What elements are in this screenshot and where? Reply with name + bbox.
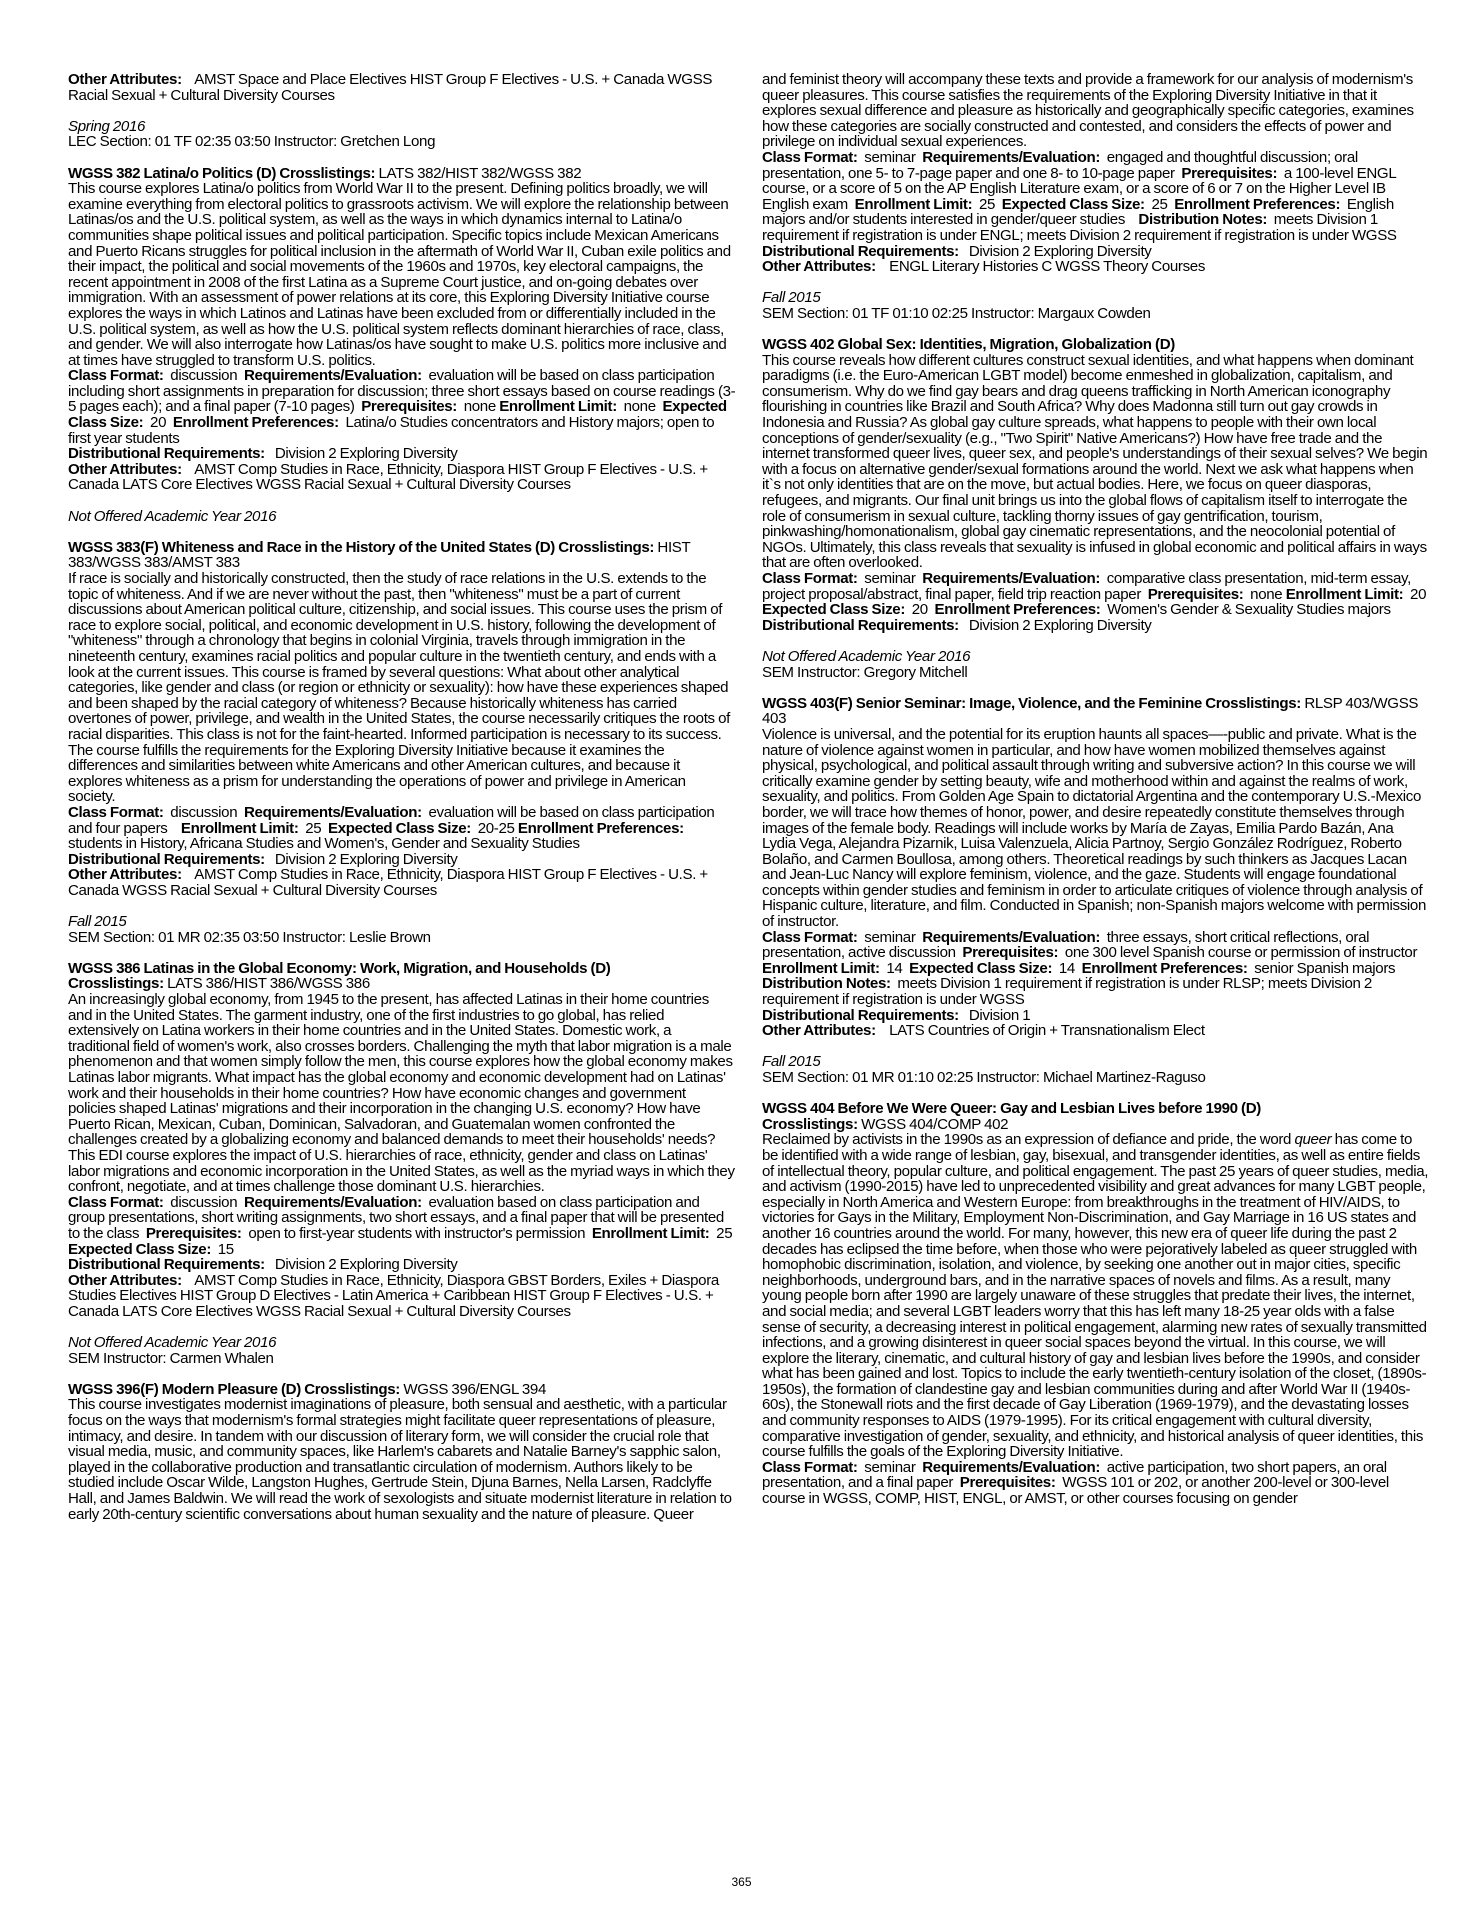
course-title: WGSS 402 Global Sex: Identities, Migration, Globalization (D)	[762, 336, 1175, 354]
course-details: Class Format: seminar Requirements/Evaluation: three essays, short critical reflections, oral presentation, active discussion Prerequisites: one 300 level Spanish course or permission of instructor Enrollment Limit: 14 Expected Class Size: 14 Enrollment Preferences: senior Spanish majors Distribution Notes: meets Division 1 requirement if registration is under RLSP; meets Division 2 requirement if registration is under WGSS	[762, 928, 1418, 1009]
section-info: SEM Section: 01 MR 01:10 02:25 Instructor: Michael Martinez-Raguso	[762, 1069, 1206, 1086]
section-info: SEM Instructor: Gregory Mitchell	[762, 663, 968, 681]
crosslistings: Crosslistings: LATS 386/HIST 386/WGSS 386	[68, 975, 370, 993]
course-wgss-402	[762, 337, 1430, 680]
course-details: Class Format: seminar Requirements/Evaluation: comparative class presentation, mid-term essay, project proposal/abstract, final paper, field trip reaction paper Prerequisites: none Enrollment Limit: 20 Expected Class Size: 20 Enrollment Preferences: Women's Gender & Sexuality Studies majors	[762, 570, 1427, 619]
other-attributes: Other Attributes: AMST Comp Studies in Race, Ethnicity, Diaspora GBST Borders, Exiles + Diaspora Studies Electives HIST Group D Electives - Latin America + Caribbean HIST Group F Electives - U.S. + Canada LATS Core Electives WGSS Racial Sexual + Cultural Diversity Courses	[68, 1271, 719, 1320]
course-wgss-404	[762, 1101, 1430, 1506]
course-description: Violence is universal, and the potential for its eruption haunts all spaces—-public and private. What is the nature of violence against women in particular, and how have women mobilized themselves against physical, psychological, and political assault through writing and subversive action? In this course we will critically examine gender by setting beauty, wife and motherhood within and against the realms of work, sexuality, and politics. From Golden Age Spain to dictatorial Argentina and the contemporary U.S.-Mexico border, we will trace how themes of honor, power, and desire repeatedly constitute themselves through images of the female body. Readings will include works by María de Zayas, Emilia Pardo Bazán, Ana Lydia Vega, Alejandra Pizarnik, Luisa Valenzuela, Alicia Partnoy, Sergio González Rodríguez, Roberto Bolaño, and Carmen Boullosa, among others. Theoretical readings by such thinkers as Jacques Lacan and Jean-Luc Nancy will explore feminism, violence, and the gaze. Students will engage foundational concepts within gender studies and feminism in order to articulate critiques of violence through analysis of Hispanic culture, literature, and film. Conducted in Spanish; non-Spanish majors welcome with permission of instructor.	[762, 725, 1426, 931]
course-details: Class Format: discussion Requirements/Evaluation: evaluation based on class participation and group presentations, short writing assignments, two short essays, and a final paper that will be presented to the class Prerequisites: open to first-year students with instructor's permission Enrollment Limit: 25 Expected Class Size: 15	[68, 1193, 733, 1258]
left-column	[68, 72, 736, 1522]
term-label: Not Offered Academic Year 2016	[68, 507, 277, 525]
term-label: Spring 2016	[68, 117, 146, 135]
term-label: Not Offered Academic Year 2016	[68, 1334, 277, 1352]
course-wgss-383	[68, 540, 736, 945]
page-number: 365	[731, 1875, 752, 1889]
section-info: SEM Instructor: Carmen Whalen	[68, 1349, 274, 1367]
attributes-text: AMST Space and Place Electives HIST Group F Electives - U.S. + Canada WGSS Racial Sexual + Cultural Diversity Courses	[68, 71, 713, 104]
course-wgss-382	[68, 166, 736, 525]
distributional-requirements: Distributional Requirements: Division 1	[762, 1006, 1031, 1024]
course-details: Class Format: discussion Requirements/Evaluation: evaluation will be based on class participation including short assignments in preparation for discussion; three short essays based on course readings (3-5 pages each); and a final paper (7-10 pages) Prerequisites: none Enrollment Limit: none Expected Class Size: 20 Enrollment Preferences: Latina/o Studies concentrators and History majors; open to first year students	[68, 367, 736, 447]
course-description: This course investigates modernist imaginations of pleasure, both sensual and aesthetic, with a particular focus on the ways that modernism's formal strategies might facilitate queer representations of pleasure, intimacy, and desire. In tandem with our discussion of literary form, we will consider the crucial role that visual media, music, and community spaces, like Harlem's cabarets and Natalie Barney's sapphic salon, played in the collaborative production and transatlantic circulation of modernism. Authors likely to be studied include Oscar Wilde, Langston Hughes, Gertrude Stein, Djuna Barnes, Nella Larsen, Radclyffe Hall, and James Baldwin. We will read the work of sexologists and situate modernist literature in relation to early 20th-century scientific conversations about human sexuality and the nature of pleasure. Queer	[68, 1396, 732, 1523]
section-info: SEM Section: 01 MR 02:35 03:50 Instructor: Leslie Brown	[68, 928, 431, 946]
course-wgss-396	[68, 1382, 736, 1522]
other-attributes: Other Attributes: AMST Comp Studies in Race, Ethnicity, Diaspora HIST Group F Electives - U.S. + Canada LATS Core Electives WGSS Racial Sexual + Cultural Diversity Courses	[68, 460, 708, 494]
distributional-requirements: Distributional Requirements: Division 2 Exploring Diversity	[762, 616, 1152, 634]
course-title: WGSS 382 Latina/o Politics (D) Crosslistings:	[68, 164, 376, 182]
course-description: If race is socially and historically constructed, then the study of race relations in the U.S. extends to the topic of whiteness. And if we are never without the past, then "whiteness" must be a part of current discussions about American political culture, citizenship, and social issues. This course uses the prism of race to explore social, political, and economic development in U.S. history, following the development of "whiteness" through a chronology that begins in colonial Virginia, travels through immigration in the nineteenth century, examines racial politics and popular culture in the twentieth century, and ends with a look at the current issues. This course is framed by several questions: What about other analytical categories, like gender and class (or region or ethnicity or sexuality): how have these experiences shaped and been shaped by the racial category of whiteness? Because historically whiteness has carried overtones of power, privilege, and wealth in the United States, the course necessarily critiques the roots of racial disparities. This class is not for the faint-hearted. Informed participation is necessary to its success. The course fulfills the requirements for the Exploring Diversity Initiative because it examines the differences and similarities between white Americans and other American cultures, and because it explores whiteness as a prism for understanding the operations of power and privilege in American society.	[68, 570, 730, 806]
crosslistings: HIST 383/WGSS 383/AMST 383	[68, 538, 691, 572]
course-title: WGSS 386 Latinas in the Global Economy: Work, Migration, and Households (D)	[68, 959, 611, 977]
distributional-requirements: Distributional Requirements: Division 2 Exploring Diversity	[68, 445, 458, 463]
other-attributes: Other Attributes: ENGL Literary Histories C WGSS Theory Courses	[762, 258, 1206, 276]
distributional-requirements: Distributional Requirements: Division 2 Exploring Diversity	[68, 850, 458, 868]
distributional-requirements: Distributional Requirements: Division 2 Exploring Diversity	[68, 1256, 458, 1274]
term-label: Fall 2015	[762, 289, 821, 307]
distributional-requirements: Distributional Requirements: Division 2 Exploring Diversity	[762, 242, 1152, 260]
attributes-entry	[68, 72, 736, 103]
other-attributes: Other Attributes: AMST Comp Studies in Race, Ethnicity, Diaspora HIST Group F Electives - U.S. + Canada WGSS Racial Sexual + Cultural Diversity Courses	[68, 866, 708, 899]
course-description: An increasingly global economy, from 1945 to the present, has affected Latinas in their home countries and in the United States. The garment industry, one of the first industries to go global, has relied extensively on Latina workers in their home countries and in the United States. Domestic work, a traditional field of women's work, also crosses borders. Challenging the myth that labor migration is a male phenomenon and that women simply follow the men, this course explores how the global economy makes Latinas labor migrants. What impact has the global economy and economic development had on Latinas' work and their households in their home countries? How have economic changes and government policies shaped Latinas' migrations and their incorporation in the changing U.S. economy? How have Puerto Rican, Mexican, Cuban, Dominican, Salvadoran, and Guatemalan women confronted the challenges created by a globalizing economy and balanced demands to meet their households' needs? This EDI course explores the impact of U.S. hierarchies of race, ethnicity, gender and class on Latinas' labor migrations and economic incorporation in the United States, as well as the myriad ways in which they confront, negotiate, and at times challenge those dominant U.S. hierarchies.	[68, 991, 735, 1196]
crosslistings: RLSP 403/WGSS 403	[762, 694, 1419, 728]
course-wgss-396-continued	[762, 72, 1430, 322]
course-title: WGSS 383(F) Whiteness and Race in the History of the United States (D) Crosslistings:	[68, 538, 655, 556]
other-attributes: Other Attributes: LATS Countries of Origin + Transnationalism Elect	[762, 1022, 1205, 1040]
attributes-label: Other Attributes:	[68, 71, 182, 88]
course-description: This course explores Latina/o politics from World War II to the present. Defining politics broadly, we will examine everything from electoral politics to grassroots activism. We will explore the relationship between Latinas/os and the U.S. political system, as well as the ways in which dynamics internal to Latina/o communities shape political issues and political participation. Specific topics include Mexican Americans and Puerto Ricans struggles for political inclusion in the aftermath of World War II, Cuban exile politics and their impact, the political and social movements of the 1960s and 1970s, key electoral campaigns, the recent appointment in 2008 of the first Latina as a Supreme Court justice, and on-going debates over immigration. With an assessment of power relations at its core, this Exploring Diversity Initiative course explores the ways in which Latinos and Latinas have been excluded from or differentially included in the U.S. political system, as well as how the U.S. political system reflects dominant hierarchies of race, class, and gender. We will also interrogate how Latinas/os have sought to make U.S. politics more inclusive and at times have struggled to transform U.S. politics.	[68, 180, 731, 369]
course-title: WGSS 404 Before We Were Queer: Gay and Lesbian Lives before 1990 (D)	[762, 1100, 1261, 1118]
course-wgss-386	[68, 961, 736, 1366]
crosslistings: Crosslistings: WGSS 404/COMP 402	[762, 1115, 1009, 1133]
course-details: Class Format: discussion Requirements/Evaluation: evaluation will be based on class participation and four papers Enrollment Limit: 25 Expected Class Size: 20-25 Enrollment Preferences: students in History, Africana Studies and Women's, Gender and Sexuality Studies	[68, 803, 715, 853]
course-description: and feminist theory will accompany these texts and provide a framework for our analysis of modernism's queer pleasures. This course satisfies the requirements of the Exploring Diversity Initiative in that it explores sexual difference and pleasure as historically and geographically specific categories, examines how these categories are socially constructed and contested, and considers the effects of power and privilege on individual sexual experiences.	[762, 71, 1414, 151]
section-info: LEC Section: 01 TF 02:35 03:50 Instructor: Gretchen Long	[68, 133, 436, 151]
course-description: Reclaimed by activists in the 1990s as an expression of defiance and pride, the word queer has come to be identified with a wide range of lesbian, gay, bisexual, and transgender identities, as well as entire fields of intellectual theory, popular culture, and political engagement. The past 25 years of queer studies, media, and activism (1990-2015) have led to unprecedented visibility and great advances for many LGBT people, especially in North America and Western Europe: from breakthroughs in the treatment of HIV/AIDS, to victories for Gays in the Military, Employment Non-Discrimination, and Gay Marriage in 16 US states and another 16 countries around the world. For many, however, this new era of queer life during the past 2 decades has eclipsed the time before, when those who were pejoratively labeled as queer struggled with homophobic discrimination, isolation, and violence, by seeking one another out in major cities, specific neighborhoods, underground bars, and in the narrative spaces of novels and films. As a result, many young people born after 1990 are largely unaware of these struggles that predate their lives, the internet, and social media; and several LGBT leaders worry that this has left many 18-25 year olds with a false sense of security, a decreasing interest in political engagement, alarming new rates of sexually transmitted infections, and a growing disinterest in queer social spaces beyond the virtual. In this course, we will explore the literary, cinematic, and cultural history of gay and lesbian lives before the 1990s, and consider what has been gained and lost. Topics to include the early twentieth-century isolation of the closet, (1890s-1950s), the formation of clandestine gay and lesbian communities during and after World War II (1940s-60s), the Stonewall riots and the first decade of Gay Liberation (1969-1979), and the devastating losses and community responses to AIDS (1979-1995). For its critical engagement with cultural diversity, comparative investigation of gender, sexuality, and ethnicity, and historical analysis of queer identities, this course fulfills the goals of the Exploring Diversity Initiative.	[762, 1131, 1429, 1461]
course-wgss-403	[762, 696, 1430, 1086]
section-info: SEM Section: 01 TF 01:10 02:25 Instructor: Margaux Cowden	[762, 304, 1151, 322]
crosslistings: WGSS 396/ENGL 394	[403, 1380, 546, 1398]
crosslistings: LATS 382/HIST 382/WGSS 382	[378, 164, 582, 182]
course-title: WGSS 396(F) Modern Pleasure (D) Crosslistings:	[68, 1380, 400, 1398]
term-label: Fall 2015	[68, 913, 127, 931]
course-details: Class Format: seminar Requirements/Evaluation: active participation, two short papers, an oral presentation, and a final paper Prerequisites: WGSS 101 or 202, or another 200-level or 300-level course in WGSS, COMP, HIST, ENGL, or AMST, or other courses focusing on gender	[762, 1458, 1389, 1508]
term-label: Not Offered Academic Year 2016	[762, 647, 971, 665]
right-column	[762, 72, 1430, 1507]
term-label: Fall 2015	[762, 1053, 821, 1071]
course-title: WGSS 403(F) Senior Seminar: Image, Violence, and the Feminine Crosslistings:	[762, 694, 1301, 712]
course-details: Class Format: seminar Requirements/Evaluation: engaged and thoughtful discussion; oral presentation, one 5- to 7-page paper and one 8- to 10-page paper Prerequisites: a 100-level ENGL course, or a score of 5 on the AP English Literature exam, or a score of 6 or 7 on the Higher Level IB English exam Enrollment Limit: 25 Expected Class Size: 25 Enrollment Preferences: English majors and/or students interested in gender/queer studies Distribution Notes: meets Division 1 requirement if registration is under ENGL; meets Division 2 requirement if registration is under WGSS	[762, 148, 1397, 244]
course-description: This course reveals how different cultures construct sexual identities, and what happens when dominant paradigms (i.e. the Euro-American LGBT model) become enmeshed in globalization, capitalism, and consumerism. Why do we find gay bears and drag queens trafficking in North American iconography flourishing in countries like Brazil and South Africa? Why does Madonna still turn out gay crowds in Indonesia and Russia? As global gay culture spreads, what happens to people with their own local conceptions of gender/sexuality (e.g., "Two Spirit" Native Americans?) How have free trade and the internet transformed queer lives, queer sex, and people's understandings of their sexual selves? We begin with a focus on alternative gender/sexual formations around the world. Next we ask what happens when it`s not only identities that are on the move, but actual bodies. Here, we focus on queer diasporas, refugees, and migrants. Our final unit brings us into the global flows of capitalism itself to interrogate the role of consumerism in sexual culture, tackling thorny issues of gay gentrification, tourism, pinkwashing/homonationalism, global gay cinematic representations, and the neocolonial potential of NGOs. Ultimately, this class reveals that sexuality is infused in global economic and political affairs in ways that are often overlooked.	[762, 351, 1428, 572]
